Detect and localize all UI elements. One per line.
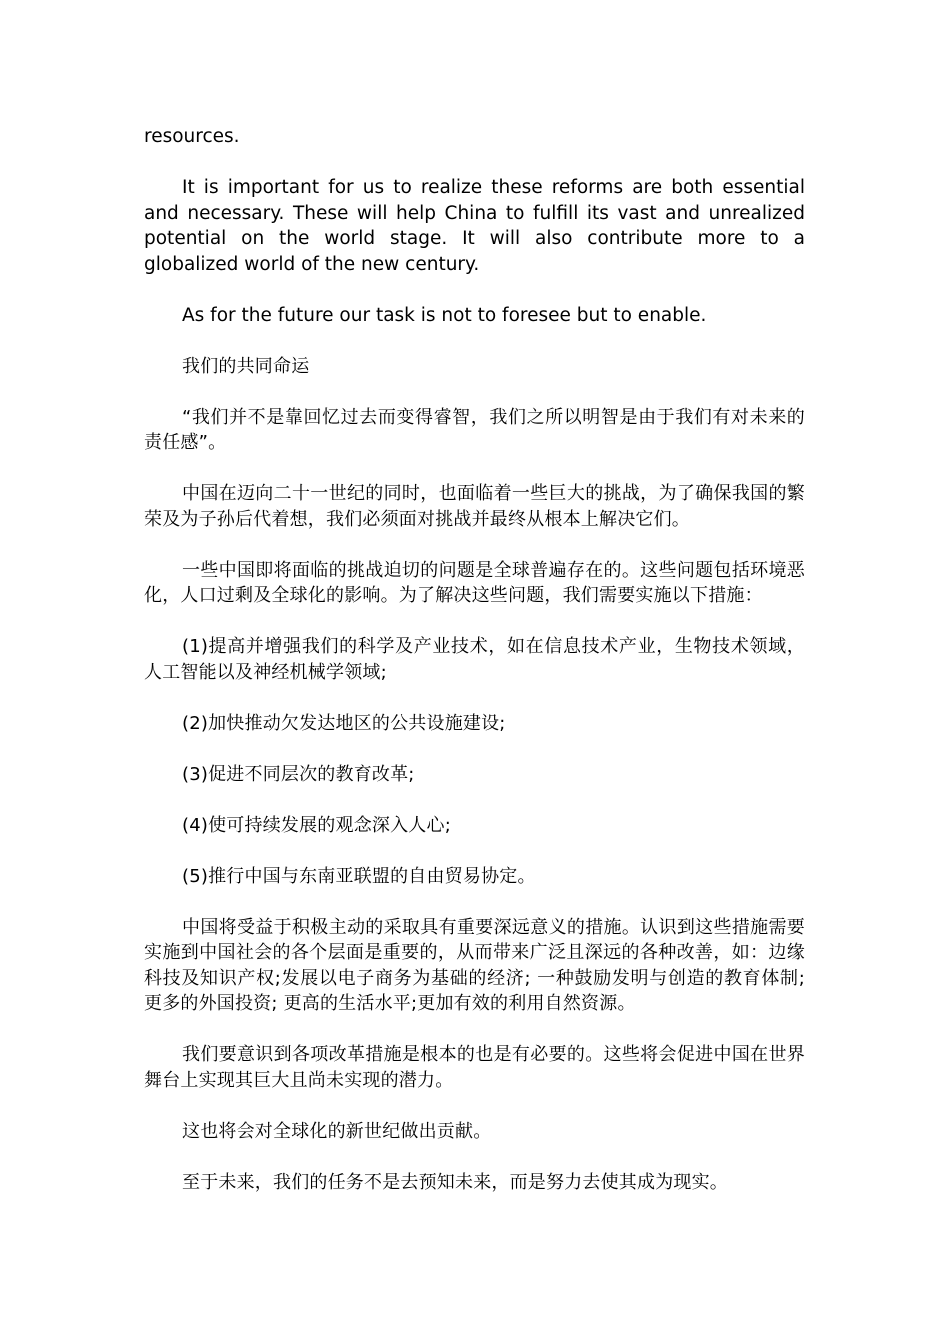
paragraph-challenges: 中国在迈向二十一世纪的同时，也面临着一些巨大的挑战，为了确保我国的繁荣及为子孙后代着想，我们必须面对挑战并最终从根本上解决它们。 — [144, 483, 805, 530]
paragraph-contribution-zh: 这也将会对全球化的新世纪做出贡献。 — [182, 1120, 492, 1142]
list-item-3: (3)促进不同层次的教育改革; — [182, 763, 415, 785]
list-item-5: (5)推行中国与东南亚联盟的自由贸易协定。 — [182, 865, 536, 887]
paragraph-reforms-zh: 我们要意识到各项改革措施是根本的也是有必要的。这些将会促进中国在世界舞台上实现其巨大且尚未实现的潜力。 — [144, 1044, 805, 1091]
list-item-2: (2)加快推动欠发达地区的公共设施建设; — [182, 712, 506, 734]
document-page — [144, 124, 805, 1195]
paragraph-quote: “我们并不是靠回忆过去而变得睿智，我们之所以明智是由于我们有对未来的责任感”。 — [144, 406, 805, 453]
section-heading: 我们的共同命运 — [182, 355, 310, 377]
paragraph-future-task: As for the future our task is not to foresee but to enable. — [182, 304, 707, 326]
paragraph-benefits: 中国将受益于积极主动的采取具有重要深远意义的措施。认识到这些措施需要实施到中国社会的各个层面是重要的，从而带来广泛且深远的各种改善，如：边缘科技及知识产权;发展以电子商务为基础的经济; 一种鼓励发明与创造的教育体制;更多的外国投资; 更高的生活水平;更加有效的利用自然资源。 — [144, 916, 805, 1014]
paragraph-resources: resources. — [144, 126, 240, 147]
paragraph-global-issues: 一些中国即将面临的挑战迫切的问题是全球普遍存在的。这些问题包括环境恶化，人口过剩及全球化的影响。为了解决这些问题，我们需要实施以下措施： — [144, 559, 805, 606]
paragraph-future-zh: 至于未来，我们的任务不是去预知未来，而是努力去使其成为现实。 — [182, 1171, 728, 1193]
list-item-4: (4)使可持续发展的观念深入人心; — [182, 814, 451, 836]
paragraph-reforms-essential: It is important for us to realize these reforms are both essential and necessary. These will help China to fulfill its vast and unrealized potential on the world stage. It will also contribute more to a globalized world of the new century. — [144, 177, 805, 275]
list-item-1: (1)提高并增强我们的科学及产业技术，如在信息技术产业，生物技术领域，人工智能以及神经机械学领域; — [144, 636, 805, 683]
